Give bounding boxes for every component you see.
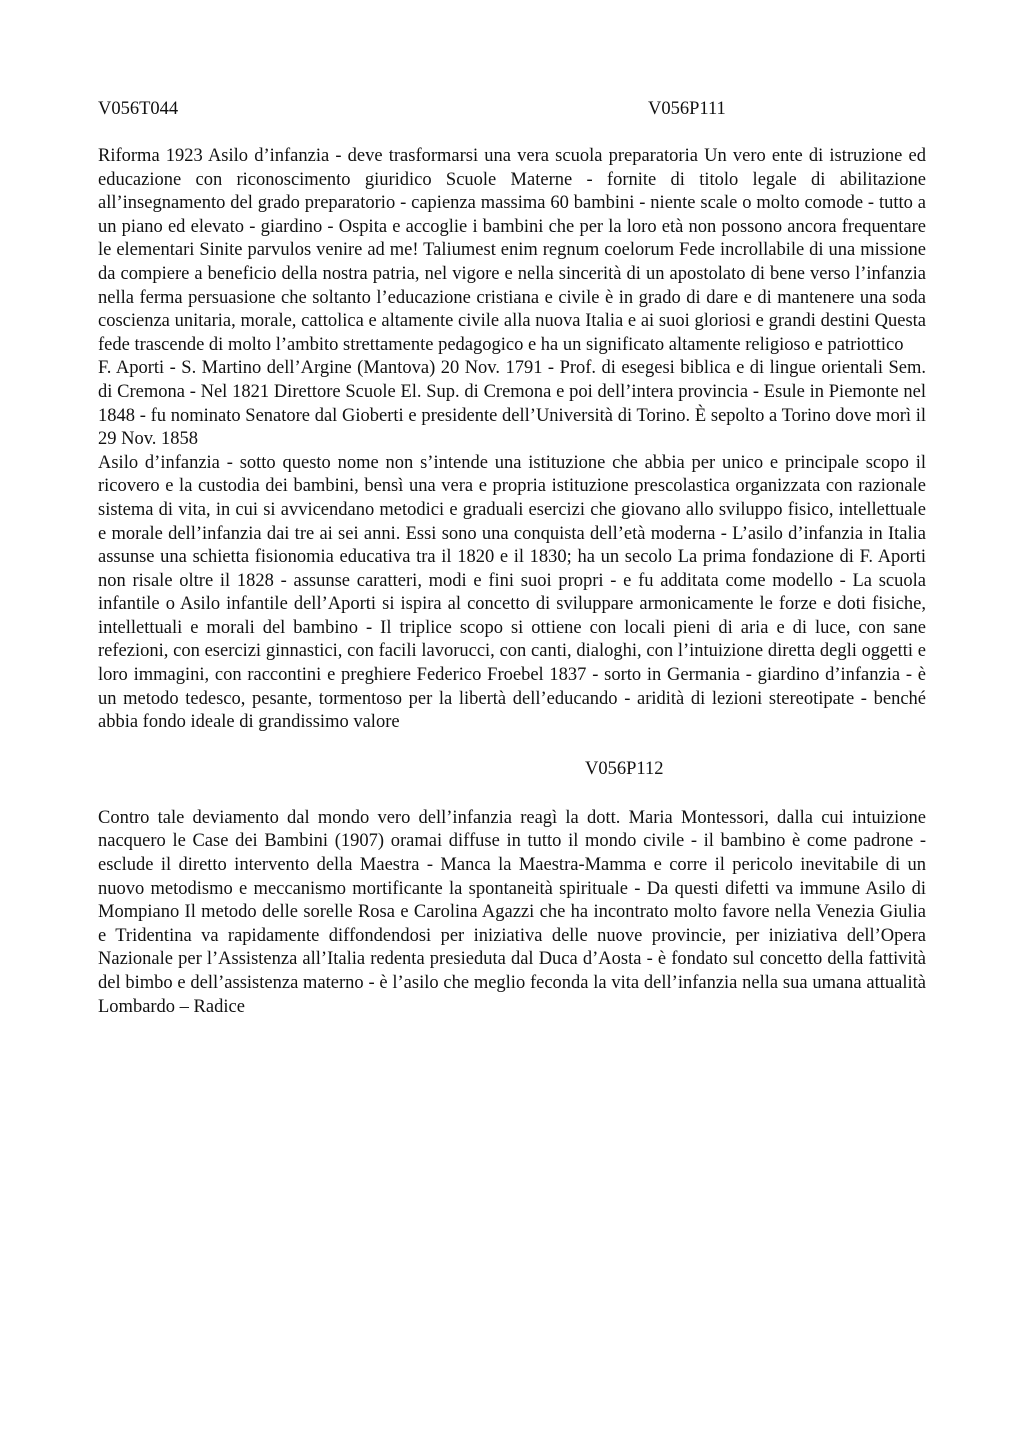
document-code: V056T044	[98, 99, 179, 119]
paragraph-asilo: Asilo d’infanzia - sotto questo nome non s’intende una istituzione che abbia per unico e principale scopo il ricovero e la custodia dei bambini, bensì una vera e propria istituzione prescolastica organizzata con razionale sistema di vita, in cui si avvicendano metodici e graduali esercizi che giovano allo sviluppo fisico, intellettuale e morale dell’infanzia dai tre ai sei anni. Essi sono una conquista dell’età moderna - L’asilo d’infanzia in Italia assunse una schietta fisionomia educativa tra il 1820 e il 1830; ha un secolo La prima fondazione di F. Aporti non risale oltre il 1828 - assunse caratteri, modi e fini suoi propri - e fu additata come modello - La scuola infantile o Asilo infantile dell’Aporti si ispira al concetto di sviluppare armonicamente le forze e doti fisiche, intellettuali e morali del bambino - Il triplice scopo si ottiene con locali pieni di aria e di luce, con sane refezioni, con esercizi ginnastici, con facili lavorucci, con canti, dialoghi, con l’intuizione diretta degli oggetti e loro immagini, con raccontini e preghiere Federico Froebel 1837 - sorto in Germania - giardino d’infanzia - è un metodo tedesco, pesante, tormentoso per la libertà dell’educando - aridità di lezioni stereotipate - benché abbia fondo ideale di grandissimo valore	[98, 452, 926, 733]
paragraph-aporti: F. Aporti - S. Martino dell’Argine (Mantova) 20 Nov. 1791 - Prof. di esegesi biblica e di lingue orientali Sem. di Cremona - Nel 1821 Direttore Scuole El. Sup. di Cremona e poi dell’intera provincia - Esule in Piemonte nel 1848 - fu nominato Senatore dal Gioberti e presidente dell’Università di Torino. È sepolto a Torino dove morì il 29 Nov. 1858	[98, 358, 926, 450]
page-code: V056P111	[648, 99, 726, 119]
document-page	[98, 95, 926, 1019]
header-row	[98, 95, 926, 123]
paragraph-montessori: Contro tale deviamento dal mondo vero dell’infanzia reagì la dott. Maria Montessori, dalla cui intuizione nacquero le Case dei Bambini (1907) oramai diffuse in tutto il mondo civile - il bambino è come padrone - esclude il diretto intervento della Maestra - Manca la Maestra-Mamma e corre il pericolo inevitabile di un nuovo metodismo e meccanismo mortificante la spontaneità spirituale - Da questi difetti va immune Asilo di Mompiano Il metodo delle sorelle Rosa e Carolina Agazzi che ha incontrato molto favore nella Venezia Giulia e Tridentina va rapidamente diffondendosi per iniziativa delle nuove provincie, per iniziativa dell’Opera Nazionale per l’Assistenza all’Italia redenta presieduta dal Duca d’Aosta - è fondato sul concetto della fattività del bimbo e dell’assistenza materno - è l’asilo che meglio feconda la vita dell’infanzia nella sua umana attualità Lombardo – Radice	[98, 807, 926, 1017]
paragraph-riforma: Riforma 1923 Asilo d’infanzia - deve trasformarsi una vera scuola preparatoria Un vero ente di istruzione ed educazione con riconoscimento giuridico Scuole Materne - fornite di titolo legale di abilitazione all’insegnamento del grado preparatorio - capienza massima 60 bambini - niente scale o molto comode - tutto a un piano ed elevato - giardino - Ospita e accoglie i bambini che per la loro età non possono ancora frequentare le elementari Sinite parvulos venire ad me! Taliumest enim regnum coelorum Fede incrollabile di una missione da compiere a beneficio della nostra patria, nel vigore e nella sincerità di un apostolato di bene verso l’infanzia nella ferma persuasione che soltanto l’educazione cristiana e civile è in grado di dare e di mantenere una soda coscienza unitaria, morale, cattolica e altamente civile alla nuova Italia e ai suoi gloriosi e grandi destini Questa fede trascende di molto l’ambito strettamente pedagogico e ha un significato altamente religioso e patriottico	[98, 146, 926, 355]
section-2	[98, 807, 926, 1019]
page-code-row	[98, 757, 926, 781]
page-code-2: V056P112	[585, 758, 664, 779]
section-1	[98, 145, 926, 735]
